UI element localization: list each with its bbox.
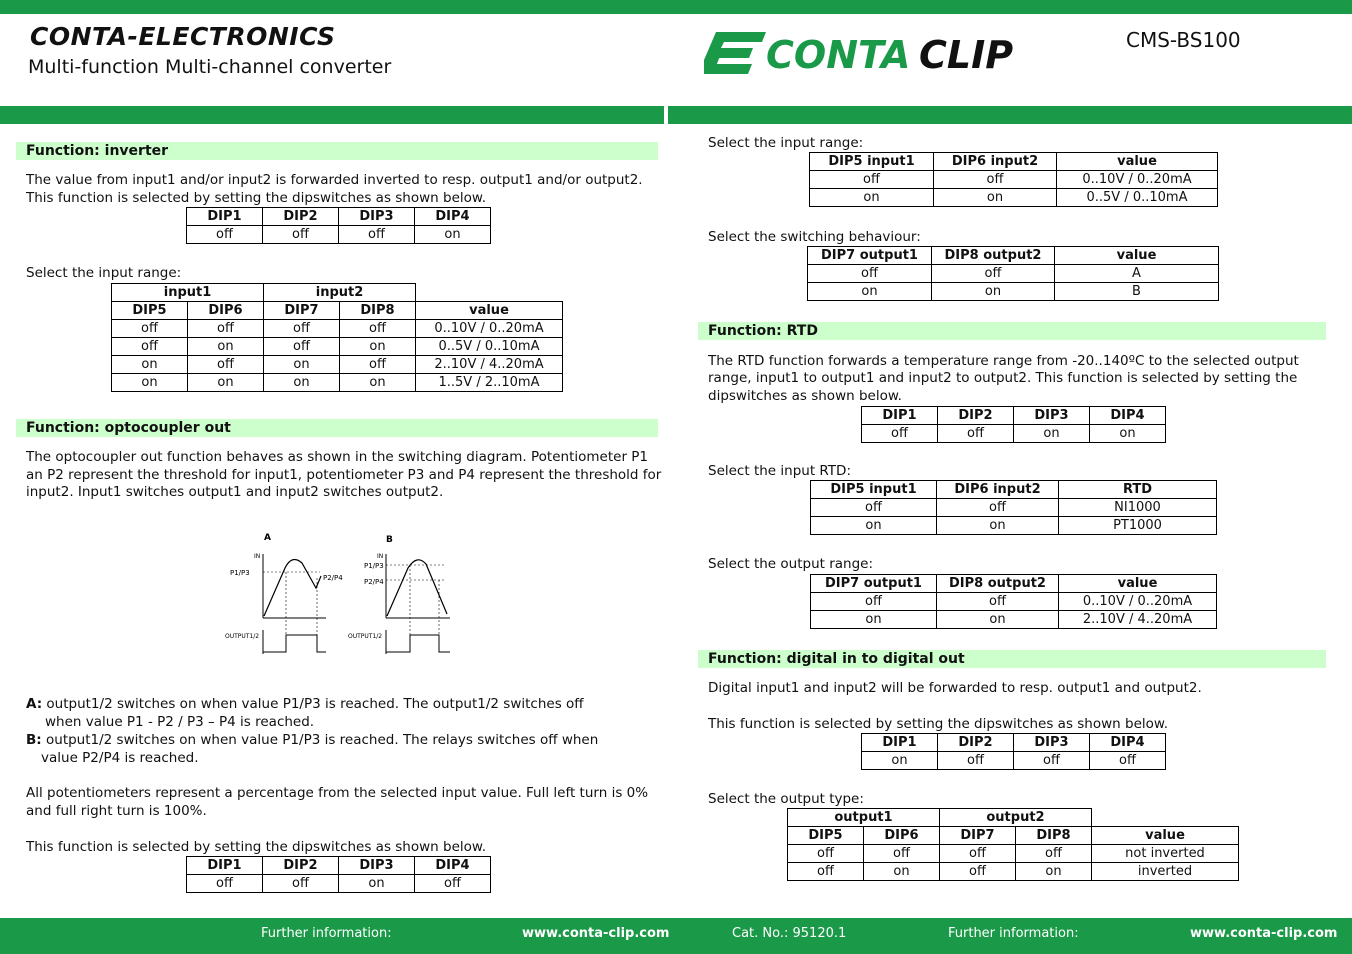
- table-cell: off: [1090, 752, 1166, 770]
- inverter-range-label: Select the input range:: [26, 265, 182, 281]
- table-cell: on: [811, 611, 937, 629]
- table-cell: DIP7: [940, 827, 1016, 845]
- opto-dip-table: [186, 856, 491, 893]
- table-cell: 0..10V / 0..20mA: [1059, 593, 1217, 611]
- table-cell: DIP4: [415, 857, 491, 875]
- rtd-input-label: Select the input RTD:: [708, 463, 851, 479]
- table-cell: off: [187, 875, 263, 893]
- table-cell: off: [188, 356, 264, 374]
- rtd-desc-2: range, input1 to output1 and input2 to output2. This function is selected by setting the: [708, 370, 1298, 386]
- table-row: [811, 593, 1217, 611]
- table-row: [811, 499, 1217, 517]
- table-cell: on: [862, 752, 938, 770]
- table-cell: value: [1057, 153, 1218, 171]
- table-cell: DIP7 output1: [811, 575, 937, 593]
- table-row: [112, 320, 563, 338]
- table-cell: DIP7 output1: [808, 247, 932, 265]
- digital-type-label: Select the output type:: [708, 791, 864, 807]
- diagram-p1p3-label: P1/P3: [230, 569, 250, 577]
- table-cell: DIP1: [862, 407, 938, 425]
- table-cell: off: [263, 226, 339, 244]
- opto-pot-line-2: and full right turn is 100%.: [26, 803, 207, 819]
- diagram-p2p4-label: P2/P4: [323, 574, 343, 582]
- logo-text-clip: CLIP: [919, 33, 1014, 77]
- digital-desc-2: This function is selected by setting the dipswitches as shown below.: [708, 716, 1168, 732]
- table-cell: not inverted: [1092, 845, 1239, 863]
- footer-info-1: Further information:: [261, 926, 392, 941]
- opto-b-line-1: B: output1/2 switches on when value P1/P3 is reached. The relays switches off when: [26, 732, 599, 748]
- table-cell: B: [1055, 283, 1219, 301]
- table-row: [788, 827, 1239, 845]
- table-cell: on: [1090, 425, 1166, 443]
- label-text: B:: [26, 732, 42, 748]
- inverter-desc-1: The value from input1 and/or input2 is forwarded inverted to resp. output1 and/or output2.: [26, 172, 643, 188]
- table-cell: off: [940, 845, 1016, 863]
- table-cell: off: [788, 845, 864, 863]
- table-row: [112, 302, 563, 320]
- section-title-inverter: Function: inverter: [16, 142, 658, 160]
- table-cell: off: [937, 499, 1059, 517]
- table-cell: 0..5V / 0..10mA: [1057, 189, 1218, 207]
- table-cell: on: [264, 374, 340, 392]
- section-title-rtd: Function: RTD: [698, 322, 1326, 340]
- table-cell: on: [340, 338, 416, 356]
- table-cell: DIP8 output2: [937, 575, 1059, 593]
- table-cell: off: [264, 338, 340, 356]
- table-cell: DIP4: [1090, 407, 1166, 425]
- table-cell: off: [339, 226, 415, 244]
- table-row: [811, 575, 1217, 593]
- footer-info-2: Further information:: [948, 926, 1079, 941]
- table-row: [862, 407, 1166, 425]
- table-cell: RTD: [1059, 481, 1217, 499]
- table-header: DIP7: [264, 302, 340, 320]
- table-cell: inverted: [1092, 863, 1239, 881]
- opto-a-line-1: A: output1/2 switches on when value P1/P3 is reached. The output1/2 switches off: [26, 696, 584, 712]
- table-row: [811, 611, 1217, 629]
- table-cell: off: [340, 320, 416, 338]
- rtd-input-table: [810, 480, 1217, 535]
- diagram-label-b: B: [386, 535, 393, 545]
- table-row: [808, 265, 1219, 283]
- table-cell: off: [188, 320, 264, 338]
- table-cell: off: [187, 226, 263, 244]
- table-cell: DIP2: [938, 407, 1014, 425]
- table-cell: on: [811, 517, 937, 535]
- table-cell: on: [188, 338, 264, 356]
- table-cell: value: [1059, 575, 1217, 593]
- table-row: [810, 171, 1218, 189]
- table-cell: off: [112, 338, 188, 356]
- opto-select-text: This function is selected by setting the dipswitches as shown below.: [26, 839, 486, 855]
- table-cell: off: [811, 593, 937, 611]
- table-cell: output2: [940, 809, 1092, 827]
- label-text: A:: [26, 696, 43, 712]
- table-cell: on: [415, 226, 491, 244]
- table-row: [112, 374, 563, 392]
- table-row: [187, 208, 491, 226]
- opto-b-line-2: value P2/P4 is reached.: [41, 750, 199, 766]
- table-cell: off: [938, 752, 1014, 770]
- table-cell: on: [1014, 425, 1090, 443]
- table-row: [112, 338, 563, 356]
- table-cell: on: [340, 374, 416, 392]
- table-cell: 0..10V / 0..20mA: [1057, 171, 1218, 189]
- table-cell: DIP8: [1016, 827, 1092, 845]
- contaclip-logo: [704, 28, 1034, 82]
- table-header: DIP1: [187, 208, 263, 226]
- table-header: DIP4: [415, 208, 491, 226]
- table-cell: 0..10V / 0..20mA: [416, 320, 563, 338]
- right-switch-label: Select the switching behaviour:: [708, 229, 921, 245]
- header-green-band: [0, 106, 1352, 124]
- table-row: [811, 481, 1217, 499]
- table-cell: off: [415, 875, 491, 893]
- table-cell: output1: [788, 809, 940, 827]
- table-cell: off: [811, 499, 937, 517]
- table-row: [112, 356, 563, 374]
- table-header: value: [416, 302, 563, 320]
- table-cell: DIP3: [1014, 407, 1090, 425]
- footer-link-1[interactable]: www.conta-clip.com: [522, 926, 670, 941]
- group-header: input1: [112, 284, 264, 302]
- table-cell: on: [864, 863, 940, 881]
- opto-desc-2: an P2 represent the threshold for input1, potentiometer P3 and P4 represent the threshold for: [26, 467, 662, 483]
- opto-pot-line-1: All potentiometers represent a percentage from the selected input value. Full left turn is 0%: [26, 785, 649, 801]
- table-cell: DIP5: [788, 827, 864, 845]
- section-title-digital: Function: digital in to digital out: [698, 650, 1326, 668]
- table-cell: on: [339, 875, 415, 893]
- table-cell: off: [263, 875, 339, 893]
- table-cell: DIP3: [339, 857, 415, 875]
- table-cell: value: [1055, 247, 1219, 265]
- digital-desc-1: Digital input1 and input2 will be forwarded to resp. output1 and output2.: [708, 680, 1202, 696]
- table-row: [862, 425, 1166, 443]
- top-green-bar: [0, 0, 1352, 14]
- table-cell: 2..10V / 4..20mA: [416, 356, 563, 374]
- table-cell: DIP1: [187, 857, 263, 875]
- opto-desc-3: input2. Input1 switches output1 and input2 switches output2.: [26, 484, 444, 500]
- brand-name: CONTA-ELECTRONICS: [30, 22, 336, 51]
- table-cell: on: [188, 374, 264, 392]
- table-cell: [416, 284, 563, 302]
- inverter-range-table: [111, 283, 563, 392]
- rtd-desc-1: The RTD function forwards a temperature range from -20..140ºC to the selected output: [708, 353, 1299, 369]
- table-cell: on: [112, 356, 188, 374]
- table-cell: on: [808, 283, 932, 301]
- opto-a-line-2: when value P1 - P2 / P3 – P4 is reached.: [45, 714, 315, 730]
- table-header: DIP2: [263, 208, 339, 226]
- digital-type-table: [787, 808, 1239, 881]
- table-cell: PT1000: [1059, 517, 1217, 535]
- diagram-p1p3-label: P1/P3: [364, 562, 384, 570]
- table-row: [788, 863, 1239, 881]
- table-row: [811, 517, 1217, 535]
- opto-desc-1: The optocoupler out function behaves as shown in the switching diagram. Potentiometer P1: [26, 449, 649, 465]
- table-row: [187, 857, 491, 875]
- table-cell: DIP5 input1: [811, 481, 937, 499]
- table-cell: DIP4: [1090, 734, 1166, 752]
- right-range-table: [809, 152, 1218, 207]
- digital-dip-table: [861, 733, 1166, 770]
- table-row: [187, 875, 491, 893]
- table-row: [187, 226, 491, 244]
- table-cell: NI1000: [1059, 499, 1217, 517]
- table-header: DIP6: [188, 302, 264, 320]
- model-number: CMS-BS100: [1126, 28, 1241, 52]
- right-switch-table: [807, 246, 1219, 301]
- diagram-in-label: IN: [254, 553, 261, 560]
- table-cell: [1092, 809, 1239, 827]
- table-cell: on: [934, 189, 1057, 207]
- table-cell: off: [264, 320, 340, 338]
- footer-link-2[interactable]: www.conta-clip.com: [1190, 926, 1338, 941]
- table-row: [788, 809, 1239, 827]
- table-cell: DIP3: [1014, 734, 1090, 752]
- table-cell: on: [810, 189, 934, 207]
- table-cell: DIP8 output2: [932, 247, 1055, 265]
- table-cell: DIP6 input2: [937, 481, 1059, 499]
- table-row: [788, 845, 1239, 863]
- footer-bar: [0, 918, 1352, 954]
- table-row: [862, 734, 1166, 752]
- product-subtitle: Multi-function Multi-channel converter: [28, 56, 392, 78]
- table-header: DIP8: [340, 302, 416, 320]
- table-cell: 2..10V / 4..20mA: [1059, 611, 1217, 629]
- table-cell: off: [937, 593, 1059, 611]
- table-cell: DIP5 input1: [810, 153, 934, 171]
- table-cell: 1..5V / 2..10mA: [416, 374, 563, 392]
- table-row: [808, 283, 1219, 301]
- table-cell: off: [938, 425, 1014, 443]
- table-row: [808, 247, 1219, 265]
- table-cell: off: [808, 265, 932, 283]
- table-cell: off: [934, 171, 1057, 189]
- table-cell: DIP6: [864, 827, 940, 845]
- inverter-dip-table: [186, 207, 491, 244]
- inverter-desc-2: This function is selected by setting the dipswitches as shown below.: [26, 190, 486, 206]
- table-cell: off: [810, 171, 934, 189]
- table-cell: off: [862, 425, 938, 443]
- table-cell: off: [940, 863, 1016, 881]
- table-cell: DIP6 input2: [934, 153, 1057, 171]
- table-cell: on: [112, 374, 188, 392]
- table-cell: on: [264, 356, 340, 374]
- table-cell: off: [340, 356, 416, 374]
- table-cell: 0..5V / 0..10mA: [416, 338, 563, 356]
- right-range-label: Select the input range:: [708, 135, 864, 151]
- switching-diagram: [220, 528, 460, 662]
- logo-text-conta: CONTA: [766, 33, 911, 77]
- table-row: [862, 752, 1166, 770]
- footer-cat-no: Cat. No.: 95120.1: [732, 926, 847, 941]
- table-cell: off: [112, 320, 188, 338]
- rtd-dip-table: [861, 406, 1166, 443]
- diagram-in-label: IN: [377, 553, 384, 560]
- diagram-label-a: A: [264, 533, 271, 543]
- rtd-desc-3: dipswitches as shown below.: [708, 388, 902, 404]
- table-cell: on: [937, 611, 1059, 629]
- table-cell: off: [864, 845, 940, 863]
- table-cell: DIP1: [862, 734, 938, 752]
- section-title-optocoupler: Function: optocoupler out: [16, 419, 658, 437]
- table-cell: DIP2: [263, 857, 339, 875]
- table-cell: off: [1016, 845, 1092, 863]
- table-header: DIP5: [112, 302, 188, 320]
- table-cell: off: [932, 265, 1055, 283]
- table-cell: value: [1092, 827, 1239, 845]
- table-cell: on: [932, 283, 1055, 301]
- table-cell: A: [1055, 265, 1219, 283]
- group-header: input2: [264, 284, 416, 302]
- table-cell: off: [788, 863, 864, 881]
- table-cell: on: [937, 517, 1059, 535]
- rtd-output-table: [810, 574, 1217, 629]
- table-row: [810, 189, 1218, 207]
- diagram-output-label: OUTPUT1/2: [348, 633, 383, 640]
- diagram-output-label: OUTPUT1/2: [225, 633, 260, 640]
- table-header: DIP3: [339, 208, 415, 226]
- rtd-output-label: Select the output range:: [708, 556, 874, 572]
- table-row: [112, 284, 563, 302]
- band-divider: [664, 106, 668, 124]
- table-row: [810, 153, 1218, 171]
- table-cell: on: [1016, 863, 1092, 881]
- table-cell: DIP2: [938, 734, 1014, 752]
- diagram-p2p4-label: P2/P4: [364, 578, 384, 586]
- table-cell: off: [1014, 752, 1090, 770]
